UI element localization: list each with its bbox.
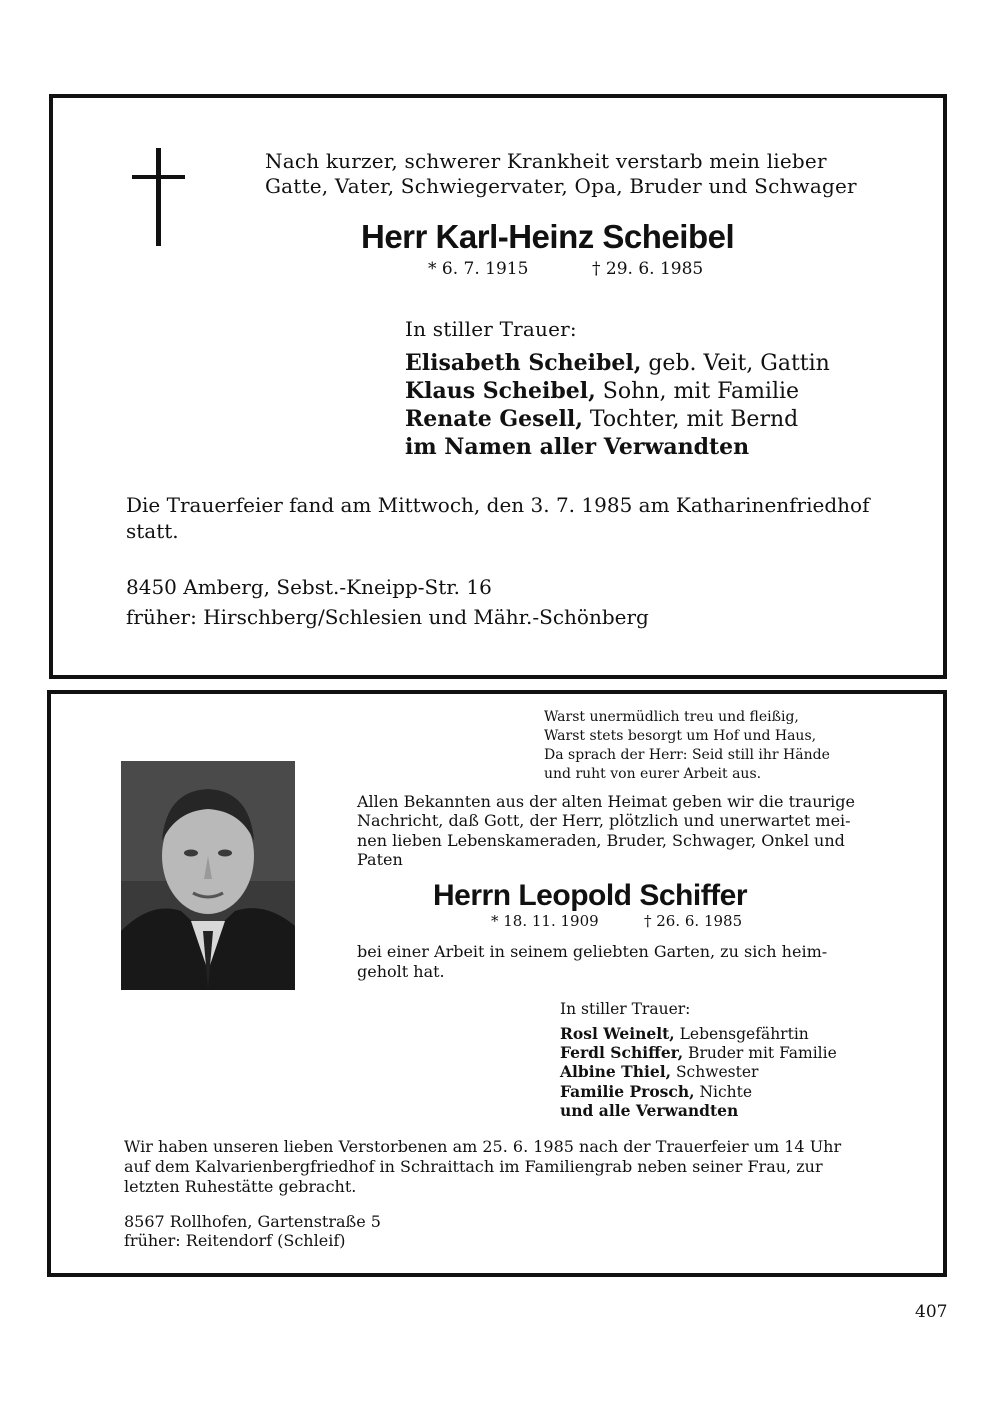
portrait-photo: [121, 761, 295, 990]
mourner-line: [405, 433, 749, 462]
intro-line: Paten: [357, 850, 403, 869]
mourner-line: [405, 405, 798, 434]
mourner-name: und alle Verwandten: [560, 1101, 739, 1120]
burial-line: letzten Ruhestätte gebracht.: [124, 1177, 357, 1196]
intro-line-1: Nach kurzer, schwerer Krankheit verstarb mein lieber: [265, 149, 827, 173]
address-line-2: früher: Reitendorf (Schleif): [124, 1231, 346, 1250]
mourner-line: [560, 1082, 752, 1103]
mourner-name: Albine Thiel,: [560, 1062, 672, 1081]
death-date: † 29. 6. 1985: [592, 259, 704, 279]
outro-line: geholt hat.: [357, 962, 445, 981]
mourner-relation: Bruder mit Familie: [683, 1044, 837, 1062]
mourner-relation: Nichte: [694, 1083, 753, 1101]
mourner-line: [560, 1062, 758, 1083]
poem-line: Da sprach der Herr: Seid still ihr Hände: [544, 747, 830, 763]
birth-date: * 18. 11. 1909: [491, 912, 599, 930]
intro-line: nen lieben Lebenskameraden, Bruder, Schwager, Onkel und: [357, 831, 845, 850]
mourner-name: Familie Prosch,: [560, 1082, 695, 1101]
mourner-relation: geb. Veit, Gattin: [641, 351, 830, 376]
poem-line: Warst stets besorgt um Hof und Haus,: [544, 728, 817, 744]
mourning-heading: In stiller Trauer:: [560, 1000, 691, 1018]
birth-date: * 6. 7. 1915: [428, 259, 529, 279]
mourner-relation: Schwester: [671, 1063, 759, 1081]
mourner-line: [560, 1043, 837, 1064]
mourner-line: [560, 1024, 809, 1045]
service-line-1: Die Trauerfeier fand am Mittwoch, den 3. 7. 1985 am Katharinenfriedhof: [126, 493, 870, 517]
mourning-heading: In stiller Trauer:: [405, 317, 577, 341]
mourner-relation: Lebensgefährtin: [674, 1025, 809, 1043]
deceased-name: Herrn Leopold Schiffer: [433, 879, 748, 912]
mourner-line: [405, 377, 799, 406]
mourner-name: Ferdl Schiffer,: [560, 1043, 684, 1062]
mourner-name: Klaus Scheibel,: [405, 378, 596, 404]
mourner-name: im Namen aller Verwandten: [405, 434, 750, 460]
mourner-relation: Sohn, mit Familie: [595, 379, 800, 404]
mourner-name: Elisabeth Scheibel,: [405, 350, 642, 376]
cross-icon-bar: [132, 175, 185, 179]
outro-line: bei einer Arbeit in seinem geliebten Garten, zu sich heim-: [357, 942, 828, 961]
poem-line: Warst unermüdlich treu und fleißig,: [544, 709, 799, 725]
death-date: † 26. 6. 1985: [644, 912, 743, 930]
mourner-line: [560, 1101, 738, 1122]
intro-line: Nachricht, daß Gott, der Herr, plötzlich und unerwartet mei-: [357, 811, 851, 830]
address-line-2: früher: Hirschberg/Schlesien und Mähr.-Schönberg: [126, 605, 649, 629]
address-line-1: 8567 Rollhofen, Gartenstraße 5: [124, 1212, 381, 1231]
poem-line: und ruht von eurer Arbeit aus.: [544, 766, 762, 782]
deceased-name: Herr Karl-Heinz Scheibel: [361, 218, 735, 255]
address-line-1: 8450 Amberg, Sebst.-Kneipp-Str. 16: [126, 575, 492, 599]
mourner-relation: Tochter, mit Bernd: [582, 407, 799, 432]
mourner-name: Renate Gesell,: [405, 406, 583, 432]
service-line-2: statt.: [126, 519, 179, 543]
mourner-name: Rosl Weinelt,: [560, 1024, 675, 1043]
burial-line: auf dem Kalvarienbergfriedhof in Schraittach im Familiengrab neben seiner Frau, zur: [124, 1157, 823, 1176]
intro-line: Allen Bekannten aus der alten Heimat geben wir die traurige: [357, 792, 855, 811]
intro-line-2: Gatte, Vater, Schwiegervater, Opa, Bruder und Schwager: [265, 174, 857, 198]
burial-line: Wir haben unseren lieben Verstorbenen am 25. 6. 1985 nach der Trauerfeier um 14 Uhr: [124, 1137, 842, 1156]
page-number: 407: [915, 1302, 948, 1322]
cross-icon: [156, 148, 161, 246]
mourner-line: [405, 349, 830, 378]
